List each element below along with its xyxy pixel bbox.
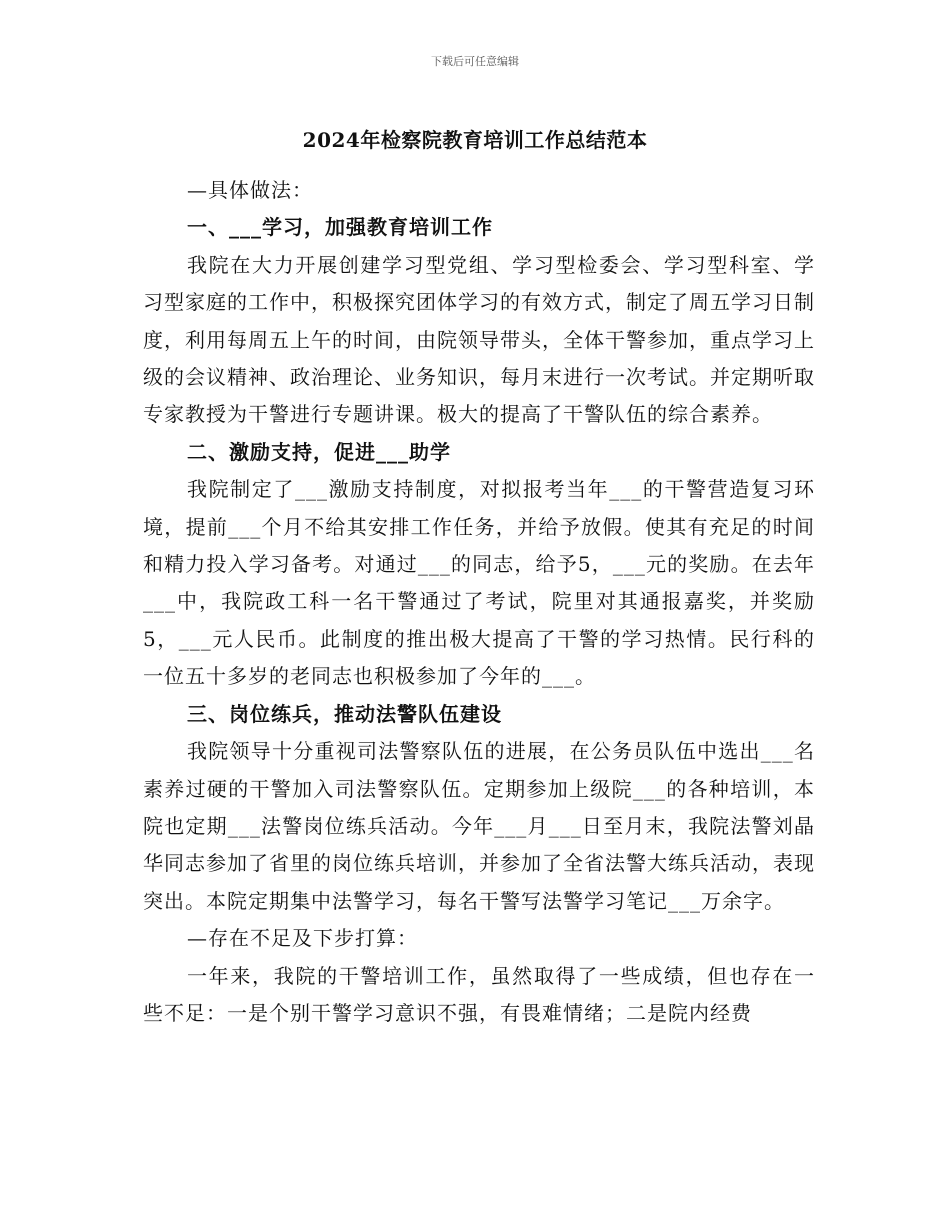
closing-paragraph: 一年来，我院的干警培训工作，虽然取得了一些成绩，但也存在一些不足：一是个别干警学习意识不强，有畏难情绪；二是院内经费 bbox=[143, 963, 815, 1025]
document-title: 2024年检察院教育培训工作总结范本 bbox=[302, 128, 648, 152]
section-heading-2: 二、激励支持，促进___助学 bbox=[187, 439, 451, 464]
document-body bbox=[143, 172, 815, 1032]
section-paragraph-1: 我院在大力开展创建学习型党组、学习型检委会、学习型科室、学习型家庭的工作中，积极探究团体学习的有效方式，制定了周五学习日制度，利用每周五上午的时间，由院领导带头，全体干警参加，重点学习上级的会议精神、政治理论、业务知识，每月末进行一次考试。并定期听取专家教授为干警进行专题讲课。极大的提高了干警队伍的综合素养。 bbox=[143, 252, 815, 427]
section-paragraph-2: 我院制定了___激励支持制度，对拟报考当年___的干警营造复习环境，提前___个月不给其安排工作任务，并给予放假。使其有充足的时间和精力投入学习备考。对通过___的同志，给予5，___元的奖励。在去年___中，我院政工科一名干警通过了考试，院里对其通报嘉奖，并奖励5，___元人民币。此制度的推出极大提高了干警的学习热情。民行科的一位五十多岁的老同志也积极参加了今年的___。 bbox=[143, 477, 815, 689]
header-note: 下载后可任意编辑 bbox=[431, 55, 519, 68]
section-heading-1: 一、___学习，加强教育培训工作 bbox=[187, 215, 493, 240]
section-paragraph-3: 我院领导十分重视司法警察队伍的进展，在公务员队伍中选出___名素养过硬的干警加入司法警察队伍。定期参加上级院___的各种培训，本院也定期___法警岗位练兵活动。今年___月___日至月末，我院法警刘晶华同志参加了省里的岗位练兵培训，并参加了全省法警大练兵活动，表现突出。本院定期集中法警学习，每名干警写法警学习笔记___万余字。 bbox=[143, 739, 815, 913]
section-heading-3: 三、岗位练兵，推动法警队伍建设 bbox=[187, 701, 502, 726]
intro-line: —具体做法： bbox=[187, 178, 313, 202]
shortcomings-line: —存在不足及下步打算： bbox=[187, 926, 418, 951]
